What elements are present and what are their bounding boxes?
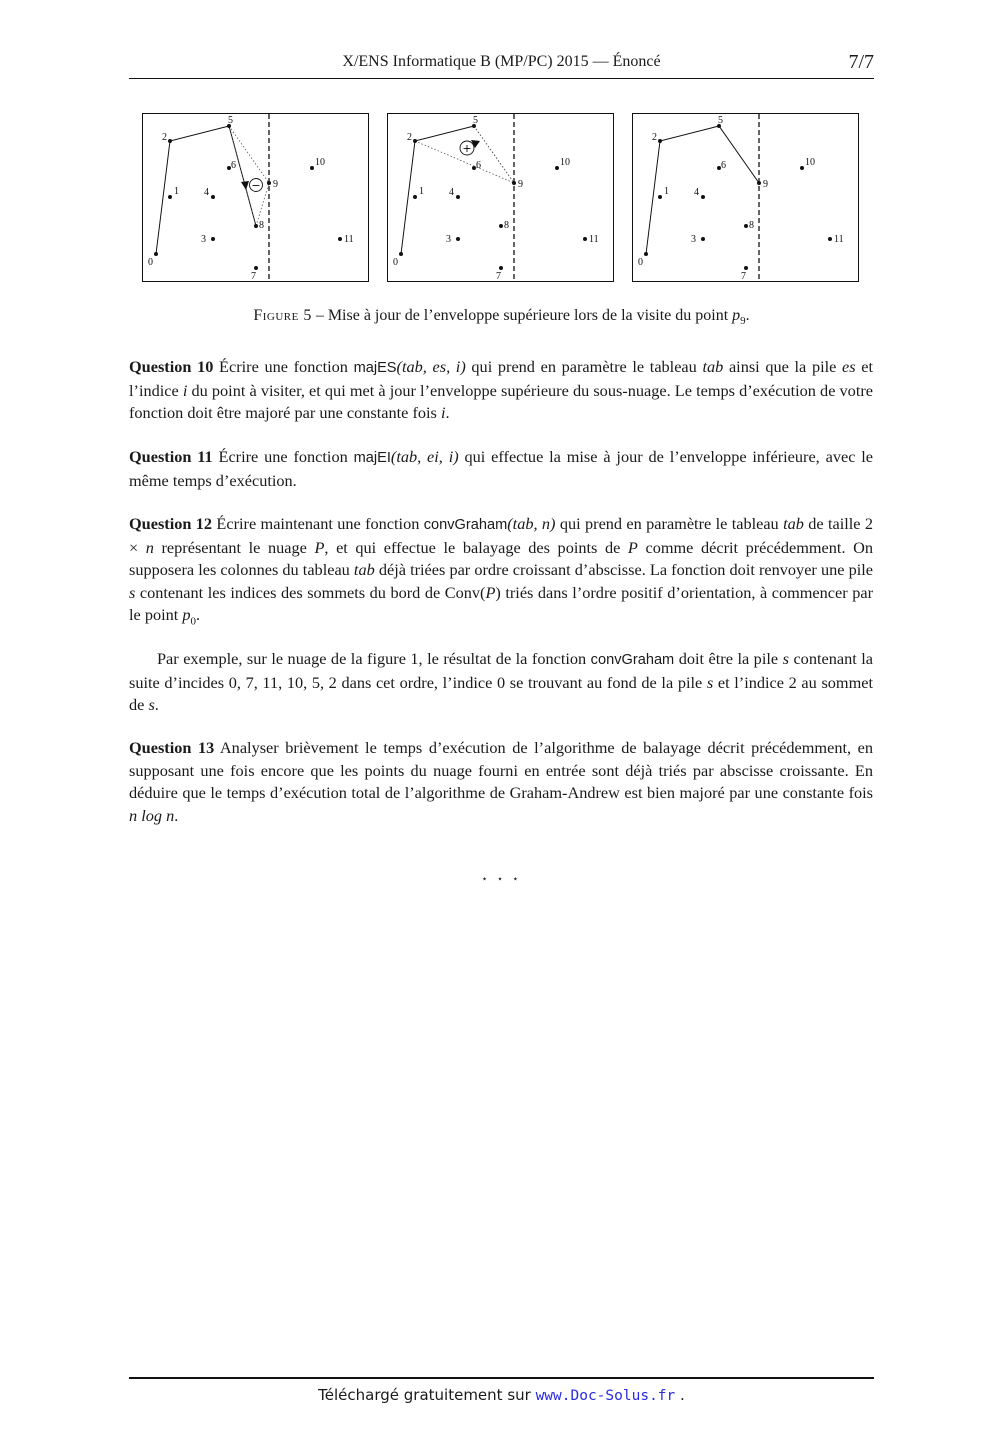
caption-text: – Mise à jour de l’enveloppe supérieure lors de la visite du point bbox=[311, 307, 733, 324]
function-name: convGraham bbox=[590, 652, 675, 668]
point-label: 7 bbox=[251, 271, 256, 282]
sign-minus: − bbox=[251, 179, 261, 192]
point-label: 0 bbox=[638, 257, 643, 268]
point-label: 0 bbox=[393, 257, 398, 268]
figure-panel-2 bbox=[387, 111, 615, 283]
point-label: 4 bbox=[449, 187, 454, 198]
question-label: Question 13 bbox=[129, 738, 215, 757]
point-label: 6 bbox=[231, 160, 236, 171]
complexity-expression: n log n bbox=[129, 805, 175, 825]
question-13: Question 13 Analyser brièvement le temps d’exécution de l’algorithme de balayage décrit précédemment, en supposant une fois encore que les points du nuage fourni en entrée sont déjà triés par abscisse croissante. En déduire que le temps d’exécution total de l’algorithme de Graham-Andrew est bien majoré par une constante fois n log n. bbox=[129, 738, 873, 825]
page-footer: Téléchargé gratuitement sur www.Doc-Solus.fr . bbox=[318, 1386, 685, 1404]
caption-var: p bbox=[732, 307, 741, 324]
footer-rule bbox=[129, 1377, 874, 1379]
point-label: 10 bbox=[315, 157, 325, 168]
footer-link[interactable]: www.Doc-Solus.fr bbox=[535, 1388, 676, 1404]
point-label: 8 bbox=[259, 220, 264, 231]
point-label: 4 bbox=[204, 187, 209, 198]
question-label: Question 12 bbox=[129, 514, 213, 533]
point-label: 3 bbox=[446, 234, 451, 245]
point-label: 11 bbox=[344, 234, 354, 245]
header-title: X/ENS Informatique B (MP/PC) 2015 — Énoncé bbox=[342, 53, 661, 70]
figure-panel-1-drawing bbox=[142, 111, 370, 283]
page-header bbox=[129, 52, 874, 79]
point-label: 2 bbox=[162, 132, 167, 143]
point-label: 7 bbox=[741, 271, 746, 282]
question-label: Question 10 bbox=[129, 357, 214, 376]
point-label: 4 bbox=[694, 187, 699, 198]
point-label: 10 bbox=[805, 157, 815, 168]
point-label: 8 bbox=[504, 220, 509, 231]
point-label: 3 bbox=[691, 234, 696, 245]
example-paragraph: Par exemple, sur le nuage de la figure 1, le résultat de la fonction convGraham doit être la pile s contenant la suite d’incides 0, 7, 11, 10, 5, 2 dans cet ordre, l’indice 0 se trouvant au fond de la pile s et l’indice 2 au sommet de s. bbox=[129, 649, 873, 715]
point-label: 9 bbox=[273, 179, 278, 190]
question-12: Question 12 Écrire maintenant une fonction convGraham(tab, n) qui prend en paramètre le tableau tab de taille 2 × n représentant le nuage P, et qui effectue le balayage des points de P comme décrit précédemment. On supposera les colonnes du tableau tab déjà triées par ordre croissant d’abscisse. La fonction doit renvoyer une pile s contenant les indices des sommets du bord de Conv(P) triés dans l’ordre positif d’orientation, à commencer par le point $p_0$. bbox=[129, 514, 874, 628]
caption-prefix: Figure 5 bbox=[253, 307, 312, 324]
point-label: 9 bbox=[763, 179, 768, 190]
figure-panel-2-drawing bbox=[387, 111, 615, 283]
question-10: Question 10 Écrire une fonction majES(tab, es, i) qui prend en paramètre le tableau tab ainsi que la pile es et l’indice i du point à visiter, et qui met à jour l’enveloppe supérieure du sous-nuage. Le temps d’exécution de votre fonction doit être majoré par une constante fois i. bbox=[129, 357, 873, 423]
point-label: 6 bbox=[476, 160, 481, 171]
point-label: 5 bbox=[228, 115, 233, 126]
point-label: 0 bbox=[148, 257, 153, 268]
point-label: 5 bbox=[473, 115, 478, 126]
sign-plus: + bbox=[462, 142, 472, 155]
point-label: 3 bbox=[201, 234, 206, 245]
function-name: convGraham bbox=[423, 517, 508, 533]
page-number: 7/7 bbox=[848, 51, 874, 73]
caption-sub: 9 bbox=[740, 315, 746, 328]
function-name: majEI bbox=[353, 450, 391, 466]
point-label: 1 bbox=[174, 186, 179, 197]
question-label: Question 11 bbox=[129, 447, 213, 466]
point-label: 7 bbox=[496, 271, 501, 282]
caption-end: . bbox=[745, 307, 750, 324]
point-label: 2 bbox=[652, 132, 657, 143]
point-label: 5 bbox=[718, 115, 723, 126]
point-label: 1 bbox=[419, 186, 424, 197]
point-label: 8 bbox=[749, 220, 754, 231]
footer-text: Téléchargé gratuitement sur bbox=[318, 1386, 536, 1404]
figure-panel-3-drawing bbox=[632, 111, 860, 283]
figure-panel-3 bbox=[632, 111, 860, 283]
function-name: majES bbox=[353, 360, 397, 376]
point-label: 2 bbox=[407, 132, 412, 143]
orientation-arrow-icon bbox=[241, 181, 249, 190]
point-label: 11 bbox=[834, 234, 844, 245]
point-label: 1 bbox=[664, 186, 669, 197]
point-label: 10 bbox=[560, 157, 570, 168]
question-11: Question 11 Écrire une fonction majEI(tab, ei, i) qui effectue la mise à jour de l’enveloppe inférieure, avec le même temps d’exécution. bbox=[129, 447, 874, 490]
point-label: 6 bbox=[721, 160, 726, 171]
point-label: 11 bbox=[589, 234, 599, 245]
figure-panel-1 bbox=[142, 111, 370, 283]
figure-caption bbox=[129, 307, 874, 327]
section-end-stars: ⋆ ⋆ ⋆ bbox=[481, 874, 522, 885]
point-label: 9 bbox=[518, 179, 523, 190]
